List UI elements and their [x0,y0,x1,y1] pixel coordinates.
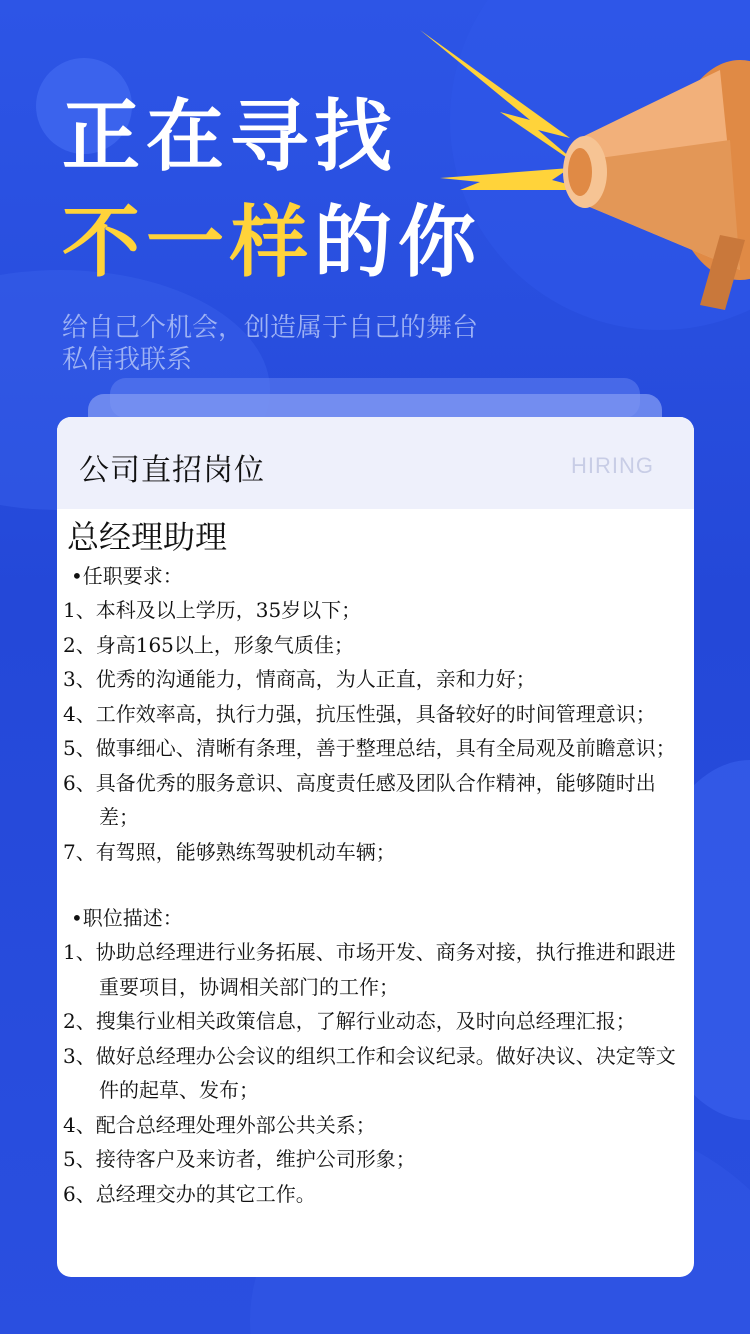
card-header [57,417,694,509]
requirements-heading: •任职要求： [71,564,183,588]
job-card [57,417,694,1277]
list-item: 5、做事细心、清晰有条理，善于整理总结，具有全局观及前瞻意识； [63,736,676,760]
requirements-list [63,593,686,869]
list-item: 4、配合总经理处理外部公共关系； [63,1112,376,1137]
card-body [57,509,694,1211]
description-heading: •职位描述： [71,906,183,930]
card-header-title: 公司直招岗位 [79,453,265,488]
list-item: 7、有驾照，能够熟练驾驶机动车辆； [63,839,396,864]
list-item: 4、工作效率高，执行力强，抗压性强，具备较好的时间管理意识； [63,701,656,726]
headline-rest: 的你 [314,198,483,288]
headline-highlight: 不一样 [62,198,315,288]
hiring-tag: HIRING [571,453,654,478]
headline-line-2 [62,198,482,288]
description-list [63,935,686,1211]
list-item: 2、身高165以上，形象气质佳； [63,632,354,657]
subtitle-line-1: 给自己个机会，创造属于自己的舞台 [62,313,479,343]
list-item: 1、协助总经理进行业务拓展、市场开发、商务对接，执行推进和跟进重要项目，协调相关部门的工作； [63,940,676,999]
list-item: 1、本科及以上学历，35岁以下； [63,598,362,622]
list-item: 2、搜集行业相关政策信息，了解行业动态，及时向总经理汇报； [63,1009,636,1033]
list-item: 6、总经理交办的其它工作。 [63,1181,316,1206]
list-item: 6、具备优秀的服务意识、高度责任感及团队合作精神，能够随时出差； [63,770,656,829]
job-title: 总经理助理 [67,518,228,556]
list-item: 3、优秀的沟通能力，情商高，为人正直，亲和力好； [63,667,536,691]
list-item: 5、接待客户及来访者，维护公司形象； [63,1147,416,1171]
subtitle [62,312,478,376]
subtitle-line-2: 私信我联系 [62,345,193,375]
headline-line-1: 正在寻找 [62,92,399,182]
list-item: 3、做好总经理办公会议的组织工作和会议纪录。做好决议、决定等文件的起草、发布； [63,1043,676,1102]
